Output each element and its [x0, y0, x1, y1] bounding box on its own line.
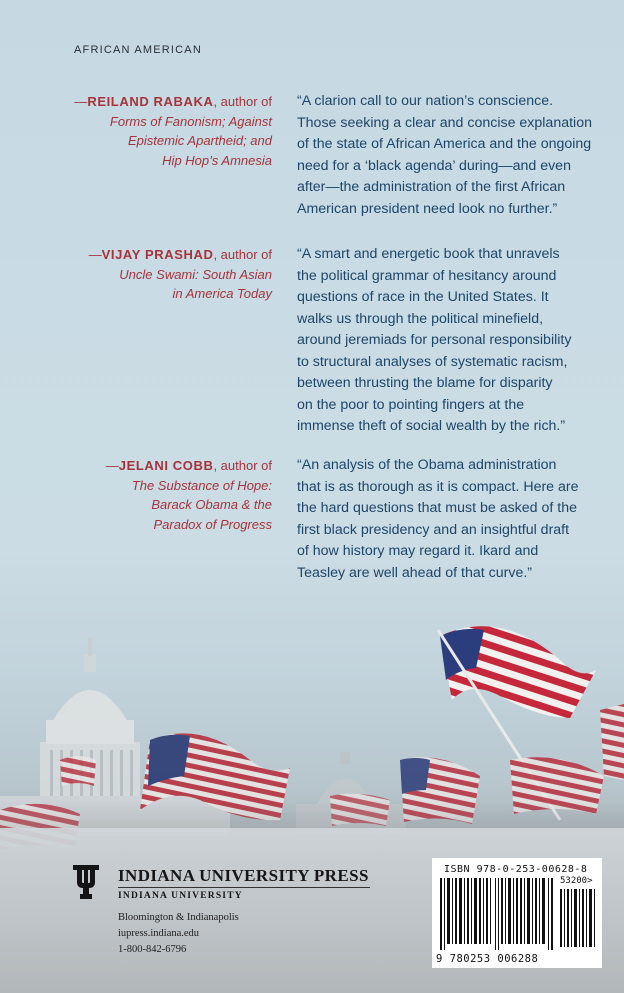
isbn-barcode — [440, 878, 556, 950]
publisher-name: INDIANA UNIVERSITY PRESS — [118, 866, 369, 885]
supplement-barcode — [560, 889, 596, 947]
attribution-name: REILAND RABAKA — [87, 94, 214, 109]
publisher-website: iupress.indiana.edu — [118, 928, 200, 939]
attribution-works: The Substance of Hope: Barack Obama & the Paradox of Progress — [131, 477, 272, 532]
blurb-quote-prashad: “A smart and energetic book that unravels the political grammar of hesitancy around questions of race in the United States. It walks us through the political minefield, around jeremiads for personal responsibility to structural analyses of systematic racism, between thrusting the blame for disparity on the poor to pointing fingers at the immense theft of social wealth by the rich.” — [297, 246, 572, 434]
attribution-dash: — — [88, 247, 102, 262]
ean-number: 9 780253 006288 — [436, 953, 539, 965]
publisher-university: INDIANA UNIVERSITY — [118, 891, 243, 901]
category-label: AFRICAN AMERICAN — [74, 44, 202, 56]
blurb-attribution-cobb — [42, 456, 272, 534]
blurb-quote-cobb: “An analysis of the Obama administration that is as thorough as it is compact. Here are the hard questions that must be asked of the first black presidency and an insightful draft of how history may regard it. Ikard and Teasley are well ahead of that curve.” — [297, 457, 579, 581]
blurb-quote-rabaka: “A clarion call to our nation’s conscience. Those seeking a clear and concise explanation of the state of African America and the ongoing need for a ‘black agenda’ during—and even after—the administration of the first African American president need look no further.” — [297, 93, 592, 217]
trident-logo-icon — [72, 864, 100, 900]
price-supplement: 53200> — [560, 876, 593, 886]
flag-right-small — [510, 704, 624, 814]
publisher-divider — [118, 887, 370, 888]
attribution-works: Forms of Fanonism; Against Epistemic Apartheid; and Hip Hop’s Amnesia — [109, 113, 272, 168]
attribution-role: , author of — [213, 247, 272, 262]
attribution-works: Uncle Swami: South Asian in America Today — [119, 266, 272, 301]
blurb-attribution-rabaka — [42, 92, 272, 170]
isbn-label: ISBN 978-0-253-00628-8 — [444, 864, 588, 875]
attribution-name: VIJAY PRASHAD — [101, 247, 214, 262]
attribution-name: JELANI COBB — [118, 458, 214, 473]
blurb-attribution-prashad — [42, 245, 272, 304]
attribution-dash: — — [105, 458, 119, 473]
attribution-dash: — — [74, 94, 88, 109]
attribution-role: , author of — [213, 458, 272, 473]
publisher-city: Bloomington & Indianapolis — [118, 912, 239, 923]
publisher-phone: 1-800-842-6796 — [118, 944, 187, 955]
attribution-role: , author of — [213, 94, 272, 109]
